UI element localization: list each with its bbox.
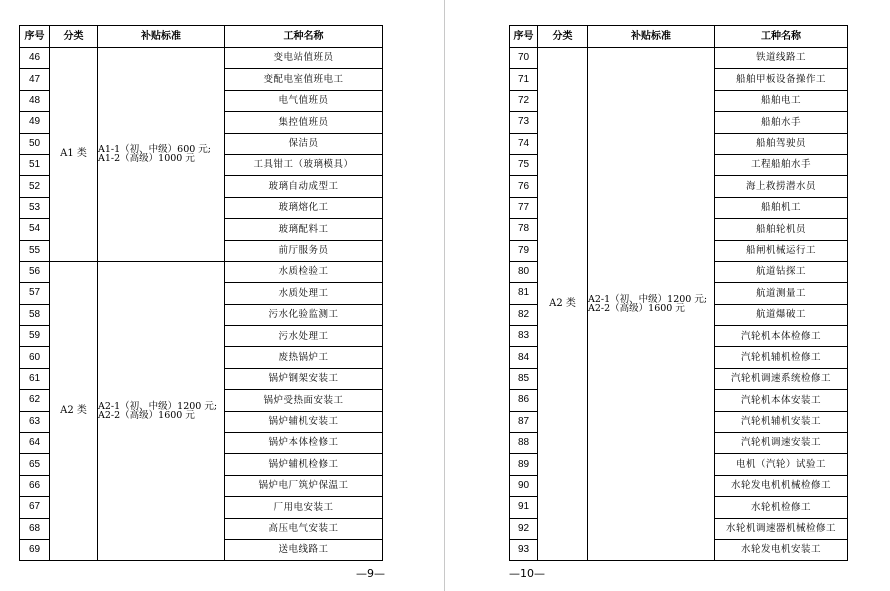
- job-name: 船舶驾驶员: [715, 133, 848, 154]
- row-number: 87: [510, 411, 538, 432]
- row-number: 50: [20, 133, 50, 154]
- header-category: 分类: [538, 26, 588, 48]
- subsidy-standard-line: A2-1（初、中级）1200 元;: [98, 400, 218, 412]
- job-name: 集控值班员: [225, 112, 383, 133]
- job-name: 电机（汽轮）试验工: [715, 454, 848, 475]
- header-job-name: 工种名称: [715, 26, 848, 48]
- job-name: 电气值班员: [225, 90, 383, 111]
- row-number: 49: [20, 112, 50, 133]
- row-number: 66: [20, 475, 50, 496]
- job-name: 汽轮机本体检修工: [715, 326, 848, 347]
- row-number: 77: [510, 197, 538, 218]
- table-row: [20, 48, 383, 69]
- row-number: 88: [510, 433, 538, 454]
- table-header-row: [20, 26, 383, 48]
- row-number: 82: [510, 304, 538, 325]
- subsidy-standard-line: A2-2（高级）1600 元: [588, 303, 685, 315]
- row-number: 72: [510, 90, 538, 111]
- row-number: 89: [510, 454, 538, 475]
- row-number: 75: [510, 154, 538, 175]
- row-number: 92: [510, 518, 538, 539]
- page-spine-divider: [444, 0, 445, 591]
- job-name: 航道爆破工: [715, 304, 848, 325]
- row-number: 84: [510, 347, 538, 368]
- header-seq: 序号: [510, 26, 538, 48]
- row-number: 59: [20, 326, 50, 347]
- row-number: 91: [510, 497, 538, 518]
- job-name: 水质处理工: [225, 283, 383, 304]
- job-name: 水质检验工: [225, 261, 383, 282]
- subsidy-standard-line: A1-1（初、中级）600 元;: [98, 143, 212, 155]
- row-number: 51: [20, 154, 50, 175]
- job-name: 汽轮机调速系统检修工: [715, 368, 848, 389]
- job-name: 变配电室值班电工: [225, 69, 383, 90]
- job-name: 汽轮机辅机安装工: [715, 411, 848, 432]
- job-name: 污水化验监测工: [225, 304, 383, 325]
- row-number: 56: [20, 261, 50, 282]
- job-name: 保洁员: [225, 133, 383, 154]
- row-number: 54: [20, 219, 50, 240]
- row-number: 70: [510, 48, 538, 69]
- row-number: 58: [20, 304, 50, 325]
- job-name: 水轮发电机机械检修工: [715, 475, 848, 496]
- row-number: 81: [510, 283, 538, 304]
- job-name: 锅炉辅机安装工: [225, 411, 383, 432]
- allowance-table-page-10: [509, 25, 848, 561]
- subsidy-standard-line: A1-2（高级）1000 元: [98, 153, 195, 165]
- page-number-9: —9—: [356, 567, 385, 580]
- row-number: 74: [510, 133, 538, 154]
- job-name: 变电站值班员: [225, 48, 383, 69]
- row-number: 73: [510, 112, 538, 133]
- row-number: 53: [20, 197, 50, 218]
- allowance-table-page-9: [19, 25, 383, 561]
- page-number-10: —10—: [509, 567, 545, 580]
- job-name: 水轮机调速器机械检修工: [715, 518, 848, 539]
- row-number: 63: [20, 411, 50, 432]
- table-row: [510, 48, 848, 69]
- job-name: 锅炉受热面安装工: [225, 390, 383, 411]
- job-name: 船舶电工: [715, 90, 848, 111]
- row-number: 86: [510, 390, 538, 411]
- job-name: 船舶机工: [715, 197, 848, 218]
- row-number: 78: [510, 219, 538, 240]
- job-name: 航道测量工: [715, 283, 848, 304]
- row-number: 52: [20, 176, 50, 197]
- job-name: 前厅服务员: [225, 240, 383, 261]
- row-number: 61: [20, 368, 50, 389]
- subsidy-standard-cell: [588, 48, 715, 561]
- row-number: 48: [20, 90, 50, 111]
- table-row: [20, 261, 383, 282]
- job-name: 锅炉辅机检修工: [225, 454, 383, 475]
- row-number: 83: [510, 326, 538, 347]
- row-number: 85: [510, 368, 538, 389]
- job-name: 船舶水手: [715, 112, 848, 133]
- job-name: 海上救捞潜水员: [715, 176, 848, 197]
- subsidy-standard-cell: [98, 261, 225, 560]
- row-number: 62: [20, 390, 50, 411]
- row-number: 64: [20, 433, 50, 454]
- job-name: 船舶轮机员: [715, 219, 848, 240]
- job-name: 航道钻探工: [715, 261, 848, 282]
- category-cell: A2 类: [50, 261, 98, 560]
- job-name: 船舶甲板设备操作工: [715, 69, 848, 90]
- job-name: 船闸机械运行工: [715, 240, 848, 261]
- category-cell: A1 类: [50, 48, 98, 262]
- row-number: 71: [510, 69, 538, 90]
- job-name: 送电线路工: [225, 539, 383, 560]
- row-number: 93: [510, 539, 538, 560]
- job-name: 废热锅炉工: [225, 347, 383, 368]
- row-number: 60: [20, 347, 50, 368]
- job-name: 铁道线路工: [715, 48, 848, 69]
- job-name: 高压电气安装工: [225, 518, 383, 539]
- job-name: 水轮机检修工: [715, 497, 848, 518]
- row-number: 65: [20, 454, 50, 475]
- job-name: 锅炉电厂筑炉保温工: [225, 475, 383, 496]
- header-standard: 补贴标准: [588, 26, 715, 48]
- header-job-name: 工种名称: [225, 26, 383, 48]
- job-name: 锅炉钢架安装工: [225, 368, 383, 389]
- table-header-row: [510, 26, 848, 48]
- header-standard: 补贴标准: [98, 26, 225, 48]
- job-name: 汽轮机本体安装工: [715, 390, 848, 411]
- row-number: 57: [20, 283, 50, 304]
- job-name: 厂用电安装工: [225, 497, 383, 518]
- row-number: 68: [20, 518, 50, 539]
- subsidy-standard-line: A2-1（初、中级）1200 元;: [588, 293, 708, 305]
- job-name: 玻璃配料工: [225, 219, 383, 240]
- row-number: 67: [20, 497, 50, 518]
- job-name: 汽轮机调速安装工: [715, 433, 848, 454]
- category-cell: A2 类: [538, 48, 588, 561]
- job-name: 污水处理工: [225, 326, 383, 347]
- job-name: 工具钳工（玻璃模具）: [225, 154, 383, 175]
- row-number: 79: [510, 240, 538, 261]
- row-number: 55: [20, 240, 50, 261]
- header-seq: 序号: [20, 26, 50, 48]
- job-name: 玻璃自动成型工: [225, 176, 383, 197]
- job-name: 玻璃熔化工: [225, 197, 383, 218]
- job-name: 工程船舶水手: [715, 154, 848, 175]
- row-number: 90: [510, 475, 538, 496]
- job-name: 锅炉本体检修工: [225, 433, 383, 454]
- row-number: 46: [20, 48, 50, 69]
- job-name: 水轮发电机安装工: [715, 539, 848, 560]
- header-category: 分类: [50, 26, 98, 48]
- row-number: 80: [510, 261, 538, 282]
- subsidy-standard-line: A2-2（高级）1600 元: [98, 410, 195, 422]
- subsidy-standard-cell: [98, 48, 225, 262]
- row-number: 47: [20, 69, 50, 90]
- row-number: 69: [20, 539, 50, 560]
- job-name: 汽轮机辅机检修工: [715, 347, 848, 368]
- row-number: 76: [510, 176, 538, 197]
